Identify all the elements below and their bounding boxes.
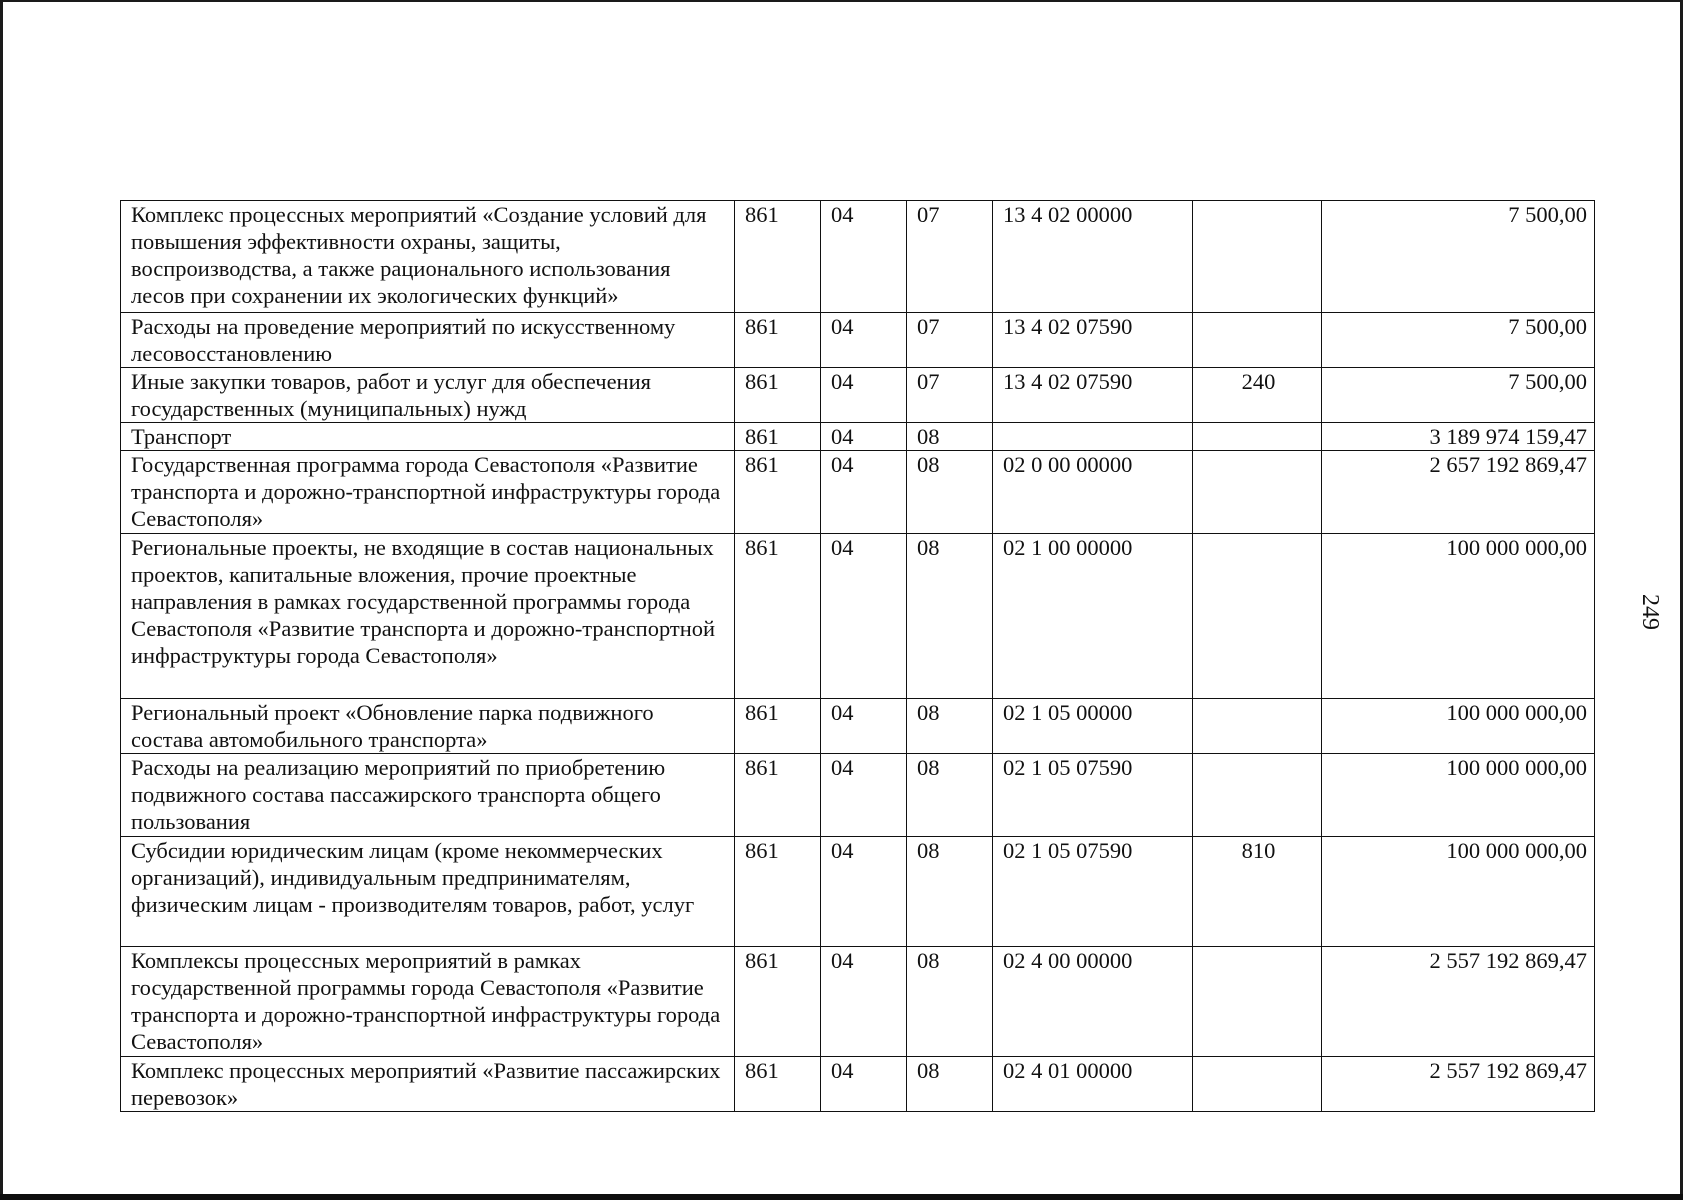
cell-subsection: 08 bbox=[907, 451, 993, 534]
cell-target-article: 02 1 00 00000 bbox=[993, 534, 1193, 699]
cell-sum: 100 000 000,00 bbox=[1322, 754, 1595, 837]
cell-subsection: 08 bbox=[907, 699, 993, 754]
cell-expense-type bbox=[1193, 534, 1322, 699]
budget-table bbox=[120, 200, 1595, 1112]
cell-grbs: 861 bbox=[735, 754, 821, 837]
table-row bbox=[121, 1057, 1595, 1112]
cell-target-article: 13 4 02 07590 bbox=[993, 313, 1193, 368]
table-row bbox=[121, 423, 1595, 451]
cell-section: 04 bbox=[821, 754, 907, 837]
cell-grbs: 861 bbox=[735, 201, 821, 313]
cell-section: 04 bbox=[821, 837, 907, 947]
cell-target-article: 13 4 02 07590 bbox=[993, 368, 1193, 423]
cell-subsection: 08 bbox=[907, 947, 993, 1057]
cell-target-article: 02 4 00 00000 bbox=[993, 947, 1193, 1057]
cell-name: Расходы на реализацию мероприятий по приобретению подвижного состава пассажирского транспорта общего пользования bbox=[121, 754, 735, 837]
cell-grbs: 861 bbox=[735, 368, 821, 423]
cell-grbs: 861 bbox=[735, 313, 821, 368]
cell-grbs: 861 bbox=[735, 423, 821, 451]
cell-subsection: 07 bbox=[907, 368, 993, 423]
cell-expense-type bbox=[1193, 423, 1322, 451]
cell-sum: 2 657 192 869,47 bbox=[1322, 451, 1595, 534]
cell-section: 04 bbox=[821, 699, 907, 754]
cell-section: 04 bbox=[821, 423, 907, 451]
cell-target-article: 02 1 05 07590 bbox=[993, 837, 1193, 947]
cell-name: Субсидии юридическим лицам (кроме некоммерческих организаций), индивидуальным предпринимателям, физическим лицам - производителям товаров, работ, услуг bbox=[121, 837, 735, 947]
cell-expense-type bbox=[1193, 1057, 1322, 1112]
cell-subsection: 07 bbox=[907, 201, 993, 313]
cell-expense-type: 810 bbox=[1193, 837, 1322, 947]
table-row bbox=[121, 313, 1595, 368]
cell-section: 04 bbox=[821, 534, 907, 699]
scan-edge-bottom bbox=[0, 1194, 1683, 1200]
cell-expense-type bbox=[1193, 754, 1322, 837]
cell-sum: 7 500,00 bbox=[1322, 201, 1595, 313]
cell-target-article: 02 4 01 00000 bbox=[993, 1057, 1193, 1112]
cell-sum: 100 000 000,00 bbox=[1322, 534, 1595, 699]
cell-name: Региональные проекты, не входящие в состав национальных проектов, капитальные вложения, прочие проектные направления в рамках государственной программы города Севастополя «Развитие транспорта и дорожно-транспортной инфраструктуры города Севастополя» bbox=[121, 534, 735, 699]
cell-sum: 3 189 974 159,47 bbox=[1322, 423, 1595, 451]
cell-expense-type bbox=[1193, 451, 1322, 534]
cell-sum: 100 000 000,00 bbox=[1322, 837, 1595, 947]
cell-subsection: 08 bbox=[907, 837, 993, 947]
cell-section: 04 bbox=[821, 368, 907, 423]
cell-grbs: 861 bbox=[735, 1057, 821, 1112]
table-row bbox=[121, 837, 1595, 947]
cell-section: 04 bbox=[821, 947, 907, 1057]
cell-target-article: 13 4 02 00000 bbox=[993, 201, 1193, 313]
cell-subsection: 08 bbox=[907, 754, 993, 837]
cell-target-article: 02 1 05 00000 bbox=[993, 699, 1193, 754]
cell-name: Расходы на проведение мероприятий по искусственному лесовосстановлению bbox=[121, 313, 735, 368]
scan-edge-top bbox=[0, 0, 1683, 2]
table-row bbox=[121, 947, 1595, 1057]
cell-name: Комплекс процессных мероприятий «Развитие пассажирских перевозок» bbox=[121, 1057, 735, 1112]
cell-subsection: 08 bbox=[907, 1057, 993, 1112]
cell-name: Государственная программа города Севастополя «Развитие транспорта и дорожно-транспортной инфраструктуры города Севастополя» bbox=[121, 451, 735, 534]
table-row bbox=[121, 754, 1595, 837]
cell-sum: 2 557 192 869,47 bbox=[1322, 1057, 1595, 1112]
cell-grbs: 861 bbox=[735, 699, 821, 754]
table-row bbox=[121, 451, 1595, 534]
cell-expense-type bbox=[1193, 201, 1322, 313]
table-row bbox=[121, 699, 1595, 754]
cell-sum: 7 500,00 bbox=[1322, 368, 1595, 423]
cell-grbs: 861 bbox=[735, 451, 821, 534]
cell-name: Иные закупки товаров, работ и услуг для обеспечения государственных (муниципальных) нужд bbox=[121, 368, 735, 423]
cell-target-article: 02 0 00 00000 bbox=[993, 451, 1193, 534]
table-row bbox=[121, 201, 1595, 313]
cell-name: Комплексы процессных мероприятий в рамках государственной программы города Севастополя «Развитие транспорта и дорожно-транспортной инфраструктуры города Севастополя» bbox=[121, 947, 735, 1057]
cell-grbs: 861 bbox=[735, 534, 821, 699]
page-number: 249 bbox=[1637, 594, 1663, 630]
cell-grbs: 861 bbox=[735, 947, 821, 1057]
cell-section: 04 bbox=[821, 201, 907, 313]
cell-subsection: 08 bbox=[907, 534, 993, 699]
cell-expense-type bbox=[1193, 699, 1322, 754]
cell-name: Комплекс процессных мероприятий «Создание условий для повышения эффективности охраны, защиты, воспроизводства, а также рационального использования лесов при сохранении их экологических функций» bbox=[121, 201, 735, 313]
cell-sum: 7 500,00 bbox=[1322, 313, 1595, 368]
cell-expense-type bbox=[1193, 313, 1322, 368]
scan-edge-left bbox=[0, 0, 3, 1200]
cell-expense-type: 240 bbox=[1193, 368, 1322, 423]
cell-subsection: 07 bbox=[907, 313, 993, 368]
cell-section: 04 bbox=[821, 451, 907, 534]
table-row bbox=[121, 534, 1595, 699]
cell-expense-type bbox=[1193, 947, 1322, 1057]
cell-name: Региональный проект «Обновление парка подвижного состава автомобильного транспорта» bbox=[121, 699, 735, 754]
cell-grbs: 861 bbox=[735, 837, 821, 947]
cell-name: Транспорт bbox=[121, 423, 735, 451]
cell-section: 04 bbox=[821, 1057, 907, 1112]
cell-target-article: 02 1 05 07590 bbox=[993, 754, 1193, 837]
table-row bbox=[121, 368, 1595, 423]
cell-sum: 100 000 000,00 bbox=[1322, 699, 1595, 754]
cell-target-article bbox=[993, 423, 1193, 451]
cell-subsection: 08 bbox=[907, 423, 993, 451]
cell-section: 04 bbox=[821, 313, 907, 368]
cell-sum: 2 557 192 869,47 bbox=[1322, 947, 1595, 1057]
